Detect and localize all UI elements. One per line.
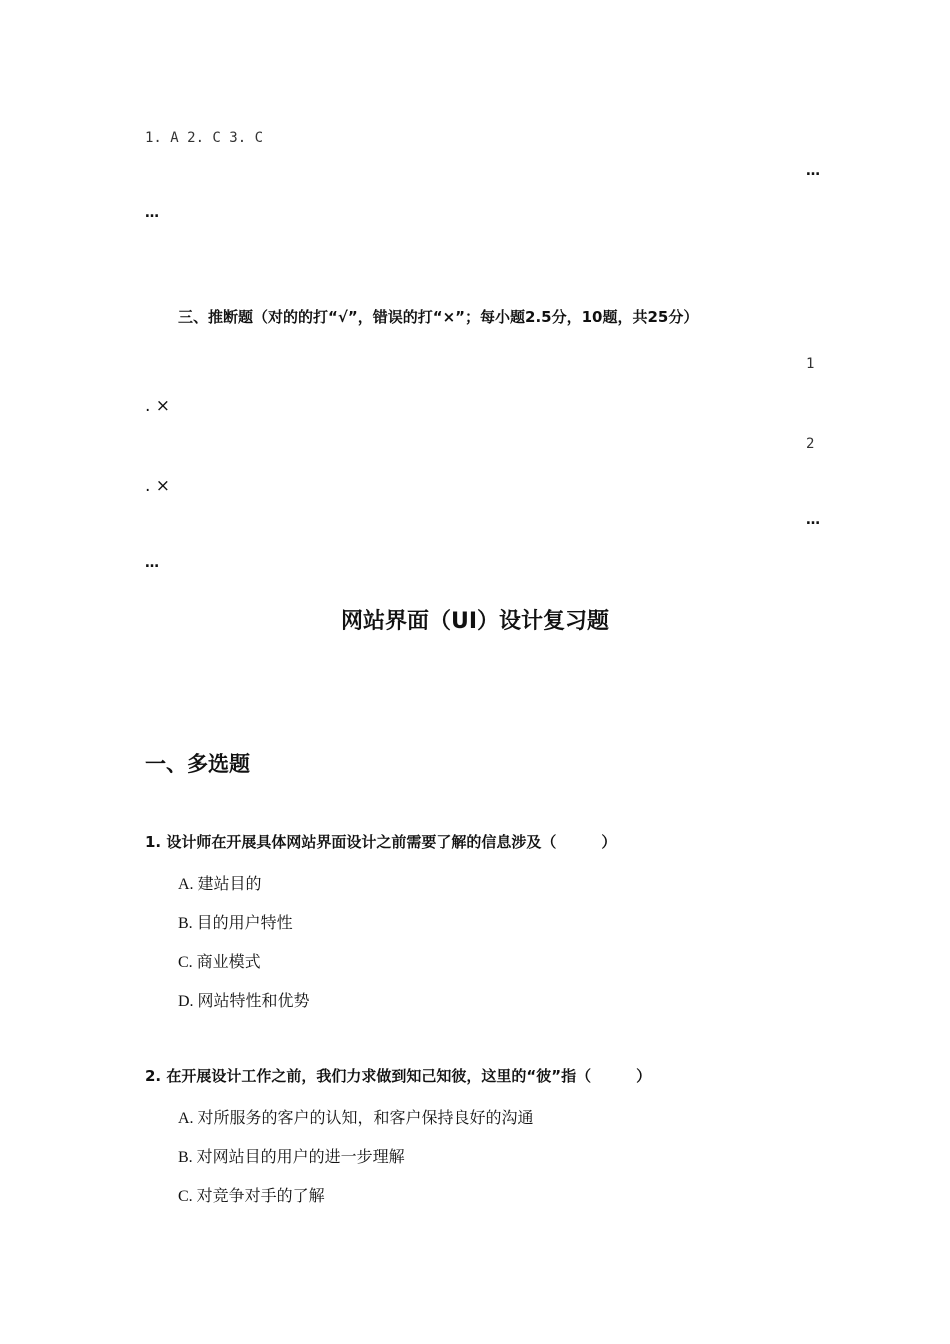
document-title: 网站界面（UI）设计复习题 xyxy=(340,609,610,634)
option-b: B. 对网站目的用户的进一步理解 xyxy=(178,1149,405,1166)
question-number: 2. xyxy=(145,1067,162,1085)
option-a: A. 对所服务的客户的认知，和客户保持良好的沟通 xyxy=(178,1110,534,1127)
section-heading-multiple-choice: 一、多选题 xyxy=(145,752,250,776)
question-2 xyxy=(145,1065,651,1086)
section-heading-judgement: 三、推断题（对的的打“√”，错误的打“×”；每小题2.5分，10题，共25分） xyxy=(178,308,699,326)
question-number: 1. xyxy=(145,833,162,851)
question-1 xyxy=(145,831,616,852)
item-number: 1 xyxy=(806,356,815,372)
item-number: 2 xyxy=(806,436,815,452)
option-c: C. 商业模式 xyxy=(178,954,261,971)
ellipsis: … xyxy=(806,512,819,528)
option-a: A. 建站目的 xyxy=(178,876,262,893)
option-d: D. 网站特性和优势 xyxy=(178,993,310,1010)
ellipsis: … xyxy=(806,163,819,179)
ellipsis: … xyxy=(145,555,158,571)
question-text: 在开展设计工作之前，我们力求做到知己知彼，这里的“彼”指（ ） xyxy=(166,1067,652,1085)
question-text: 设计师在开展具体网站界面设计之前需要了解的信息涉及（ ） xyxy=(166,833,617,851)
item-answer-mark: . × xyxy=(145,476,171,496)
ellipsis: … xyxy=(145,205,158,221)
option-c: C. 对竞争对手的了解 xyxy=(178,1188,325,1205)
option-b: B. 目的用户特性 xyxy=(178,915,293,932)
answer-key-line: 1. A 2. C 3. C xyxy=(145,130,264,146)
item-answer-mark: . × xyxy=(145,396,171,416)
